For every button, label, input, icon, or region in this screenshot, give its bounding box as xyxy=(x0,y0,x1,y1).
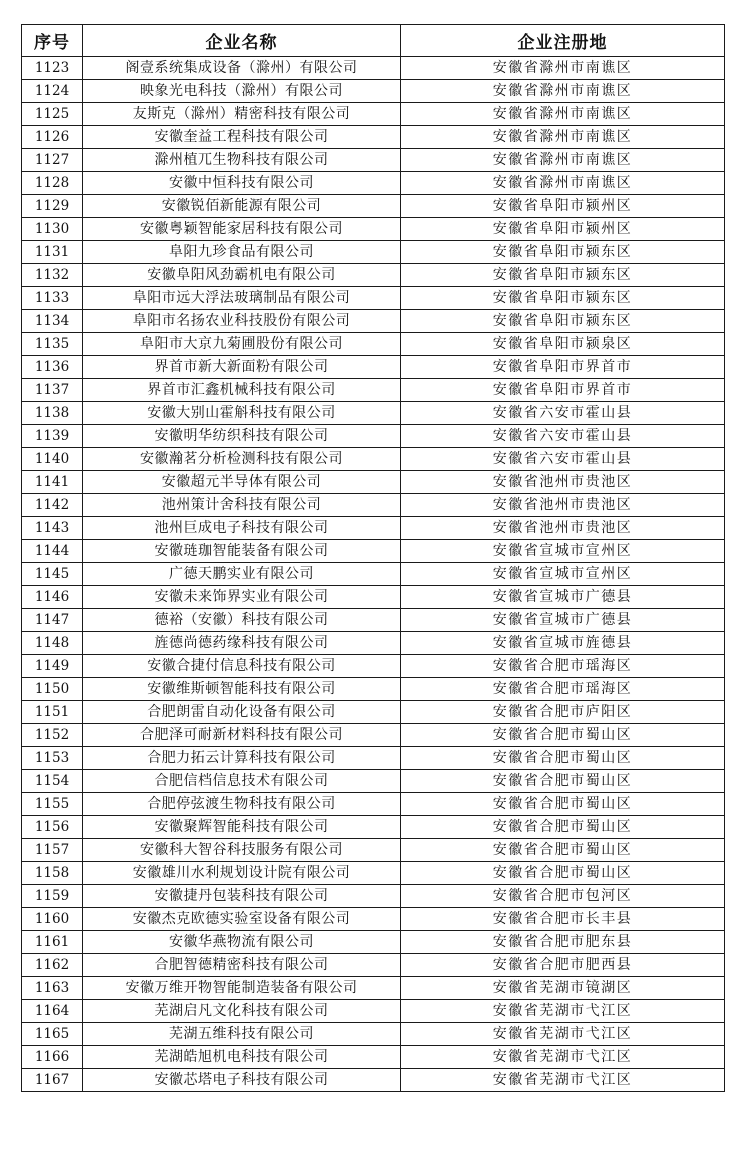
table-row xyxy=(22,333,725,356)
table-row xyxy=(22,655,725,678)
table-row xyxy=(22,931,725,954)
company-name-cell: 安徽华燕物流有限公司 xyxy=(83,931,401,954)
registration-location-cell: 安徽省池州市贵池区 xyxy=(401,517,725,540)
company-name-cell: 合肥信档信息技术有限公司 xyxy=(83,770,401,793)
serial-number-cell: 1147 xyxy=(22,609,83,632)
table-row xyxy=(22,287,725,310)
serial-number-cell: 1134 xyxy=(22,310,83,333)
table-row xyxy=(22,517,725,540)
registration-location-cell: 安徽省阜阳市颍州区 xyxy=(401,218,725,241)
company-name-cell: 池州巨成电子科技有限公司 xyxy=(83,517,401,540)
registration-location-cell: 安徽省滁州市南谯区 xyxy=(401,126,725,149)
serial-number-cell: 1149 xyxy=(22,655,83,678)
serial-number-cell: 1159 xyxy=(22,885,83,908)
company-name-cell: 安徽奎益工程科技有限公司 xyxy=(83,126,401,149)
serial-number-cell: 1154 xyxy=(22,770,83,793)
company-name-cell: 广德天鹏实业有限公司 xyxy=(83,563,401,586)
serial-number-cell: 1145 xyxy=(22,563,83,586)
serial-number-cell: 1148 xyxy=(22,632,83,655)
table-row xyxy=(22,839,725,862)
registration-location-cell: 安徽省芜湖市弋江区 xyxy=(401,1046,725,1069)
registration-location-cell: 安徽省合肥市瑶海区 xyxy=(401,678,725,701)
table-row xyxy=(22,425,725,448)
company-name-cell: 安徽万维开物智能制造装备有限公司 xyxy=(83,977,401,1000)
serial-number-cell: 1163 xyxy=(22,977,83,1000)
registration-location-cell: 安徽省宣城市旌德县 xyxy=(401,632,725,655)
company-name-cell: 安徽大别山霍斛科技有限公司 xyxy=(83,402,401,425)
registration-location-cell: 安徽省六安市霍山县 xyxy=(401,425,725,448)
table-row xyxy=(22,241,725,264)
company-name-cell: 阁壹系统集成设备（滁州）有限公司 xyxy=(83,57,401,80)
registration-location-cell: 安徽省芜湖市镜湖区 xyxy=(401,977,725,1000)
registration-location-cell: 安徽省合肥市瑶海区 xyxy=(401,655,725,678)
registration-location-cell: 安徽省合肥市庐阳区 xyxy=(401,701,725,724)
serial-number-cell: 1135 xyxy=(22,333,83,356)
company-name-cell: 芜湖皓旭机电科技有限公司 xyxy=(83,1046,401,1069)
registration-location-cell: 安徽省阜阳市颍东区 xyxy=(401,241,725,264)
table-row xyxy=(22,862,725,885)
registration-location-cell: 安徽省阜阳市界首市 xyxy=(401,379,725,402)
serial-number-cell: 1131 xyxy=(22,241,83,264)
registration-location-cell: 安徽省六安市霍山县 xyxy=(401,402,725,425)
company-name-cell: 合肥泽可耐新材料科技有限公司 xyxy=(83,724,401,747)
table-row xyxy=(22,701,725,724)
serial-number-cell: 1166 xyxy=(22,1046,83,1069)
registration-location-cell: 安徽省阜阳市颍州区 xyxy=(401,195,725,218)
serial-number-cell: 1141 xyxy=(22,471,83,494)
serial-number-cell: 1157 xyxy=(22,839,83,862)
table-row xyxy=(22,678,725,701)
company-name-cell: 旌德尚德药缘科技有限公司 xyxy=(83,632,401,655)
registration-location-cell: 安徽省芜湖市弋江区 xyxy=(401,1000,725,1023)
company-name-cell: 安徽中恒科技有限公司 xyxy=(83,172,401,195)
company-table xyxy=(21,24,725,1092)
registration-location-cell: 安徽省滁州市南谯区 xyxy=(401,149,725,172)
table-row xyxy=(22,126,725,149)
serial-number-cell: 1151 xyxy=(22,701,83,724)
table-row xyxy=(22,448,725,471)
company-name-cell: 友斯克（滁州）精密科技有限公司 xyxy=(83,103,401,126)
company-name-cell: 合肥力拓云计算科技有限公司 xyxy=(83,747,401,770)
registration-location-cell: 安徽省阜阳市颍东区 xyxy=(401,310,725,333)
registration-location-cell: 安徽省芜湖市弋江区 xyxy=(401,1023,725,1046)
table-row xyxy=(22,885,725,908)
registration-location-cell: 安徽省滁州市南谯区 xyxy=(401,80,725,103)
serial-number-cell: 1133 xyxy=(22,287,83,310)
serial-number-cell: 1129 xyxy=(22,195,83,218)
registration-location-cell: 安徽省宣城市广德县 xyxy=(401,586,725,609)
serial-number-cell: 1142 xyxy=(22,494,83,517)
table-row xyxy=(22,586,725,609)
serial-number-cell: 1140 xyxy=(22,448,83,471)
company-name-cell: 界首市新大新面粉有限公司 xyxy=(83,356,401,379)
serial-number-cell: 1125 xyxy=(22,103,83,126)
registration-location-cell: 安徽省阜阳市界首市 xyxy=(401,356,725,379)
table-row xyxy=(22,1069,725,1092)
serial-number-cell: 1143 xyxy=(22,517,83,540)
registration-location-cell: 安徽省合肥市蜀山区 xyxy=(401,770,725,793)
registration-location-cell: 安徽省合肥市蜀山区 xyxy=(401,816,725,839)
header-registration-location: 企业注册地 xyxy=(401,25,725,57)
registration-location-cell: 安徽省滁州市南谯区 xyxy=(401,103,725,126)
company-name-cell: 安徽聚辉智能科技有限公司 xyxy=(83,816,401,839)
table-row xyxy=(22,218,725,241)
serial-number-cell: 1153 xyxy=(22,747,83,770)
table-row xyxy=(22,494,725,517)
registration-location-cell: 安徽省宣城市宣州区 xyxy=(401,563,725,586)
serial-number-cell: 1161 xyxy=(22,931,83,954)
registration-location-cell: 安徽省合肥市蜀山区 xyxy=(401,724,725,747)
company-name-cell: 安徽瀚茗分析检测科技有限公司 xyxy=(83,448,401,471)
serial-number-cell: 1160 xyxy=(22,908,83,931)
serial-number-cell: 1146 xyxy=(22,586,83,609)
table-row xyxy=(22,977,725,1000)
table-row xyxy=(22,103,725,126)
table-row xyxy=(22,1000,725,1023)
company-name-cell: 阜阳市远大浮法玻璃制品有限公司 xyxy=(83,287,401,310)
table-body xyxy=(22,57,725,1092)
company-name-cell: 安徽雄川水利规划设计院有限公司 xyxy=(83,862,401,885)
company-name-cell: 安徽阜阳风劲霸机电有限公司 xyxy=(83,264,401,287)
table-row xyxy=(22,1023,725,1046)
registration-location-cell: 安徽省阜阳市颍东区 xyxy=(401,287,725,310)
registration-location-cell: 安徽省合肥市蜀山区 xyxy=(401,862,725,885)
serial-number-cell: 1150 xyxy=(22,678,83,701)
company-name-cell: 界首市汇鑫机械科技有限公司 xyxy=(83,379,401,402)
serial-number-cell: 1138 xyxy=(22,402,83,425)
table-row xyxy=(22,724,725,747)
table-row xyxy=(22,379,725,402)
registration-location-cell: 安徽省芜湖市弋江区 xyxy=(401,1069,725,1092)
company-name-cell: 安徽捷丹包装科技有限公司 xyxy=(83,885,401,908)
registration-location-cell: 安徽省池州市贵池区 xyxy=(401,494,725,517)
company-name-cell: 安徽锐佰新能源有限公司 xyxy=(83,195,401,218)
table-row xyxy=(22,172,725,195)
registration-location-cell: 安徽省六安市霍山县 xyxy=(401,448,725,471)
table-row xyxy=(22,310,725,333)
company-name-cell: 芜湖五维科技有限公司 xyxy=(83,1023,401,1046)
company-name-cell: 阜阳市名扬农业科技股份有限公司 xyxy=(83,310,401,333)
table-row xyxy=(22,1046,725,1069)
table-row xyxy=(22,747,725,770)
serial-number-cell: 1158 xyxy=(22,862,83,885)
company-name-cell: 安徽明华纺织科技有限公司 xyxy=(83,425,401,448)
registration-location-cell: 安徽省合肥市包河区 xyxy=(401,885,725,908)
company-name-cell: 安徽维斯顿智能科技有限公司 xyxy=(83,678,401,701)
registration-location-cell: 安徽省阜阳市颍东区 xyxy=(401,264,725,287)
header-serial-number: 序号 xyxy=(22,25,83,57)
serial-number-cell: 1123 xyxy=(22,57,83,80)
serial-number-cell: 1132 xyxy=(22,264,83,287)
table-row xyxy=(22,402,725,425)
company-name-cell: 安徽合捷付信息科技有限公司 xyxy=(83,655,401,678)
serial-number-cell: 1164 xyxy=(22,1000,83,1023)
registration-location-cell: 安徽省池州市贵池区 xyxy=(401,471,725,494)
table-row xyxy=(22,609,725,632)
registration-location-cell: 安徽省合肥市肥西县 xyxy=(401,954,725,977)
company-name-cell: 合肥智德精密科技有限公司 xyxy=(83,954,401,977)
header-company-name: 企业名称 xyxy=(83,25,401,57)
serial-number-cell: 1130 xyxy=(22,218,83,241)
table-row xyxy=(22,563,725,586)
company-name-cell: 映象光电科技（滁州）有限公司 xyxy=(83,80,401,103)
table-row xyxy=(22,149,725,172)
serial-number-cell: 1155 xyxy=(22,793,83,816)
table-row xyxy=(22,356,725,379)
registration-location-cell: 安徽省合肥市肥东县 xyxy=(401,931,725,954)
registration-location-cell: 安徽省合肥市蜀山区 xyxy=(401,793,725,816)
company-name-cell: 阜阳市大京九菊圃股份有限公司 xyxy=(83,333,401,356)
serial-number-cell: 1139 xyxy=(22,425,83,448)
registration-location-cell: 安徽省滁州市南谯区 xyxy=(401,172,725,195)
table-row xyxy=(22,471,725,494)
registration-location-cell: 安徽省合肥市长丰县 xyxy=(401,908,725,931)
company-name-cell: 安徽琏珈智能装备有限公司 xyxy=(83,540,401,563)
table-row xyxy=(22,264,725,287)
company-name-cell: 安徽芯塔电子科技有限公司 xyxy=(83,1069,401,1092)
company-name-cell: 安徽粤颖智能家居科技有限公司 xyxy=(83,218,401,241)
serial-number-cell: 1162 xyxy=(22,954,83,977)
company-name-cell: 芜湖启凡文化科技有限公司 xyxy=(83,1000,401,1023)
serial-number-cell: 1127 xyxy=(22,149,83,172)
registration-location-cell: 安徽省滁州市南谯区 xyxy=(401,57,725,80)
serial-number-cell: 1165 xyxy=(22,1023,83,1046)
company-name-cell: 德裕（安徽）科技有限公司 xyxy=(83,609,401,632)
company-name-cell: 合肥朗雷自动化设备有限公司 xyxy=(83,701,401,724)
serial-number-cell: 1137 xyxy=(22,379,83,402)
company-name-cell: 池州策计舍科技有限公司 xyxy=(83,494,401,517)
table-row xyxy=(22,954,725,977)
company-name-cell: 安徽科大智谷科技服务有限公司 xyxy=(83,839,401,862)
registration-location-cell: 安徽省宣城市宣州区 xyxy=(401,540,725,563)
table-row xyxy=(22,540,725,563)
header-row xyxy=(22,25,725,57)
serial-number-cell: 1167 xyxy=(22,1069,83,1092)
company-name-cell: 阜阳九珍食品有限公司 xyxy=(83,241,401,264)
company-name-cell: 安徽超元半导体有限公司 xyxy=(83,471,401,494)
registration-location-cell: 安徽省阜阳市颍泉区 xyxy=(401,333,725,356)
table-row xyxy=(22,770,725,793)
table-header xyxy=(22,25,725,57)
registration-location-cell: 安徽省合肥市蜀山区 xyxy=(401,747,725,770)
company-name-cell: 合肥停弦渡生物科技有限公司 xyxy=(83,793,401,816)
registration-location-cell: 安徽省合肥市蜀山区 xyxy=(401,839,725,862)
company-name-cell: 安徽杰克欧德实验室设备有限公司 xyxy=(83,908,401,931)
serial-number-cell: 1124 xyxy=(22,80,83,103)
table-row xyxy=(22,816,725,839)
serial-number-cell: 1128 xyxy=(22,172,83,195)
company-name-cell: 安徽未来饰界实业有限公司 xyxy=(83,586,401,609)
table-row xyxy=(22,57,725,80)
table-row xyxy=(22,80,725,103)
serial-number-cell: 1152 xyxy=(22,724,83,747)
serial-number-cell: 1144 xyxy=(22,540,83,563)
table-row xyxy=(22,908,725,931)
serial-number-cell: 1126 xyxy=(22,126,83,149)
serial-number-cell: 1156 xyxy=(22,816,83,839)
serial-number-cell: 1136 xyxy=(22,356,83,379)
registration-location-cell: 安徽省宣城市广德县 xyxy=(401,609,725,632)
table-row xyxy=(22,793,725,816)
table-row xyxy=(22,195,725,218)
company-name-cell: 滁州植兀生物科技有限公司 xyxy=(83,149,401,172)
table-row xyxy=(22,632,725,655)
